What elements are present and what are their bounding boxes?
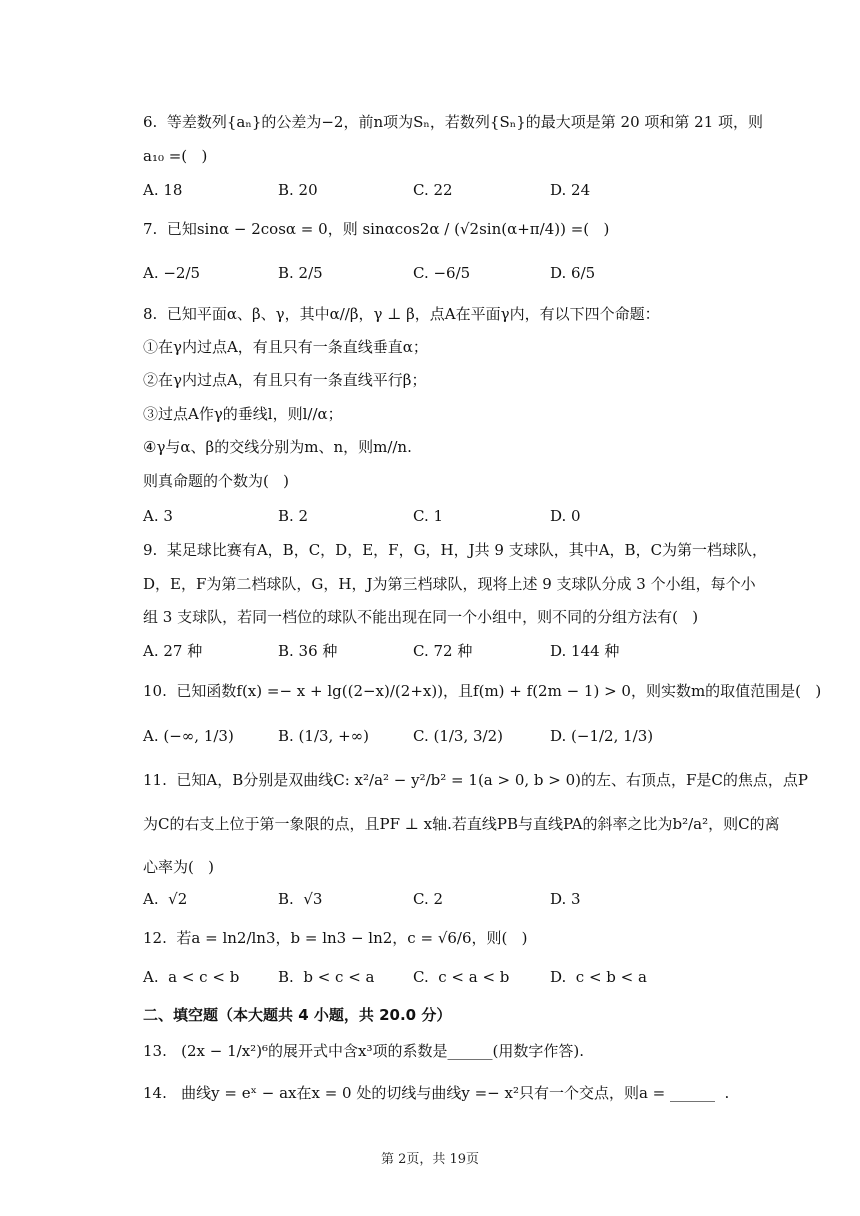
q7-option-b: B. 2/5 — [278, 264, 323, 282]
q8-statement-2: ②在γ内过点A，有且只有一条直线平行β； — [143, 371, 427, 389]
q8-option-a: A. 3 — [143, 507, 173, 525]
q8-line-1: 8. 已知平面α、β、γ，其中α//β，γ ⊥ β，点A在平面γ内，有以下四个命题： — [143, 305, 660, 323]
q10-option-b: B. (1/3, +∞) — [278, 727, 370, 745]
q6-line-1: 6. 等差数列{aₙ}的公差为−2，前n项为Sₙ，若数列{Sₙ}的最大项是第 20 项和第 21 项，则 — [143, 113, 764, 131]
q11-line-3: 心率为( ) — [143, 858, 215, 876]
q9-option-b: B. 36 种 — [278, 642, 338, 660]
q8-option-d: D. 0 — [550, 507, 581, 525]
q10-option-c: C. (1/3, 3/2) — [413, 727, 503, 745]
q6-option-a: A. 18 — [143, 181, 183, 199]
q12-option-a: A. a < c < b — [143, 968, 240, 986]
q7-option-d: D. 6/5 — [550, 264, 596, 282]
q14-line: 14. 曲线y = eˣ − ax在x = 0 处的切线与曲线y =− x²只有一个交点，则a = ______ . — [143, 1084, 730, 1102]
q10-option-d: D. (−1/2, 1/3) — [550, 727, 654, 745]
q9-line-3: 组 3 支球队，若同一档位的球队不能出现在同一个小组中，则不同的分组方法有( ) — [143, 608, 699, 626]
q11-option-c: C. 2 — [413, 890, 444, 908]
q9-option-d: D. 144 种 — [550, 642, 620, 660]
page-footer: 第 2页，共 19页 — [380, 1152, 480, 1167]
q8-prompt: 则真命题的个数为( ) — [143, 472, 290, 490]
q6-option-d: D. 24 — [550, 181, 591, 199]
q12-line-1: 12. 若a = ln2/ln3，b = ln3 − ln2，c = √6/6，则( ) — [143, 929, 528, 947]
q8-statement-1: ①在γ内过点A，有且只有一条直线垂直α； — [143, 338, 428, 356]
q7-option-a: A. −2/5 — [143, 264, 201, 282]
q9-line-1: 9. 某足球比赛有A，B，C，D，E，F，G，H，J共 9 支球队，其中A，B，C为第一档球队， — [143, 541, 768, 559]
q11-line-1: 11. 已知A，B分别是双曲线C: x²/a² − y²/b² = 1(a > 0, b > 0)的左、右顶点，F是C的焦点，点P — [143, 771, 808, 789]
q8-option-c: C. 1 — [413, 507, 444, 525]
q8-option-b: B. 2 — [278, 507, 309, 525]
q7-line-1: 7. 已知sinα − 2cosα = 0，则 sinαcos2α / (√2sin(α+π/4)) =( ) — [143, 220, 610, 238]
q9-option-a: A. 27 种 — [143, 642, 203, 660]
q8-statement-4: ④γ与α、β的交线分别为m、n，则m//n. — [143, 438, 412, 456]
q6-option-b: B. 20 — [278, 181, 318, 199]
q10-option-a: A. (−∞, 1/3) — [143, 727, 234, 745]
q9-line-2: D，E，F为第二档球队，G，H，J为第三档球队，现将上述 9 支球队分成 3 个小组，每个小 — [143, 575, 756, 593]
q6-line-2: a₁₀ =( ) — [143, 147, 208, 165]
q12-option-d: D. c < b < a — [550, 968, 647, 986]
q11-option-b: B. √3 — [278, 890, 323, 908]
q11-option-a: A. √2 — [143, 890, 188, 908]
section-title: 二、填空题（本大题共 4 小题，共 20.0 分） — [143, 1006, 452, 1024]
q6-option-c: C. 22 — [413, 181, 453, 199]
q12-option-b: B. b < c < a — [278, 968, 375, 986]
q12-option-c: C. c < a < b — [413, 968, 510, 986]
q13-line: 13. (2x − 1/x²)⁶的展开式中含x³项的系数是______(用数字作答). — [143, 1042, 585, 1060]
q11-option-d: D. 3 — [550, 890, 581, 908]
q9-option-c: C. 72 种 — [413, 642, 473, 660]
q11-line-2: 为C的右支上位于第一象限的点，且PF ⊥ x轴.若直线PB与直线PA的斜率之比为b²/a²，则C的离 — [143, 815, 780, 833]
q7-option-c: C. −6/5 — [413, 264, 471, 282]
q8-statement-3: ③过点A作γ的垂线l，则l//α； — [143, 405, 343, 423]
q10-line-1: 10. 已知函数f(x) =− x + lg((2−x)/(2+x))，且f(m) + f(2m − 1) > 0，则实数m的取值范围是( ) — [143, 682, 822, 700]
